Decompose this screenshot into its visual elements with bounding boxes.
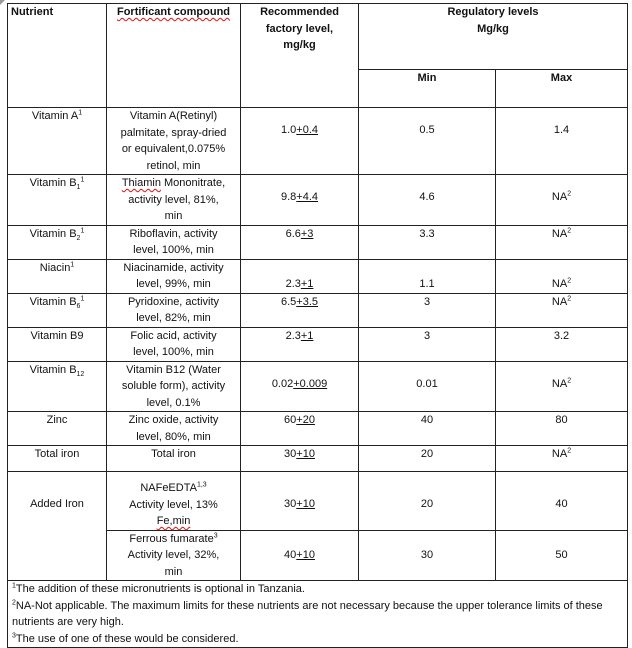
table-row (8, 446, 628, 472)
compound-line (110, 547, 237, 564)
nutrient-superscript: 1 (80, 226, 85, 234)
min-value: 0.5 (419, 124, 435, 136)
footnote-text: NA-Not applicable. The maximum limits for these nutrients are not necessary because the upper tolerance limits of these nutrients are very high. (12, 599, 603, 628)
level-value (244, 294, 355, 311)
total-iron-max-cell (496, 446, 628, 472)
vitamin-b9-min-cell (359, 327, 496, 361)
compound-line: or equivalent,0.075% (121, 143, 226, 155)
zinc-min-cell (359, 412, 496, 446)
vitamin-b6-compound-cell (107, 293, 241, 327)
max-text: 80 (555, 414, 568, 426)
max-text: NA (551, 448, 568, 460)
min-value: 4.6 (419, 191, 435, 203)
table-row (8, 361, 628, 412)
footnote (12, 631, 623, 648)
max-text: 1.4 (553, 124, 570, 136)
vitamin-a-min-cell (359, 108, 496, 175)
footnote-marker: 1 (12, 582, 16, 590)
min-value: 3.3 (419, 227, 435, 240)
max-value: 40 (555, 498, 568, 510)
nutrient-name: Added Iron (30, 498, 84, 510)
niacin-compound-cell (107, 259, 241, 293)
vitamin-b2-min-cell (359, 225, 496, 259)
footnote-marker: 3 (12, 631, 16, 639)
compound-superscript: 3 (213, 531, 218, 539)
compound-line: level, 100%, min (133, 346, 214, 358)
table-row (8, 293, 628, 327)
level-value (244, 189, 355, 206)
compound-line: level, 82%, min (136, 312, 211, 324)
vitamin-b6-nutrient-cell (8, 293, 107, 327)
niacin-min-cell (359, 259, 496, 293)
compound-line: level, 0.1% (146, 396, 201, 409)
compound-line (110, 564, 237, 581)
footnotes-cell (8, 581, 628, 648)
max-value (499, 376, 624, 393)
nutrient-superscript: 1 (80, 176, 85, 184)
level-value (244, 376, 355, 393)
table-row (8, 472, 628, 531)
max-superscript: 2 (567, 447, 572, 455)
max-text: NA (551, 191, 568, 203)
level-base: 2.3 (285, 329, 301, 342)
compound-line: level, 80%, min (136, 430, 211, 443)
nutrient-subscript: 2 (76, 234, 81, 242)
min-value: 20 (420, 448, 434, 460)
ferrous-compound-cell (107, 530, 241, 581)
compound-line: palmitate, spray-dried (120, 126, 227, 139)
vitamin-b9-nutrient-cell (8, 327, 107, 361)
max-value (499, 276, 624, 293)
level-base: 1.0 (280, 124, 297, 136)
zinc-max-cell (496, 412, 628, 446)
ferrous-max-cell (496, 530, 628, 581)
compound-line: Folic acid, activity (130, 329, 217, 342)
compound-text: Fe,min (156, 515, 191, 527)
level-deviation: +3.5 (296, 295, 318, 308)
vitamin-b12-level-cell (241, 361, 359, 412)
compound-text: Activity level, 32%, (127, 549, 220, 561)
level-value (244, 276, 355, 293)
level-value (244, 547, 355, 564)
compound-line: min (164, 210, 183, 222)
compound-line: level, 100%, min (133, 244, 214, 256)
compound-line: level, 99%, min (136, 278, 211, 290)
nutrient-name: Vitamin B (29, 177, 77, 189)
vitamin-b1-compound-cell (107, 175, 241, 226)
compound-word-squiggle: Thiamin (121, 177, 161, 189)
nafe-compound-cell (107, 472, 241, 531)
max-value (499, 412, 624, 429)
header-fortificant: Fortificant compound (107, 4, 241, 108)
compound-line: Niacinamide, activity (123, 261, 224, 274)
nutrient-name: Niacin (39, 261, 71, 274)
max-text: 3.2 (553, 329, 570, 342)
zinc-level-cell (241, 412, 359, 446)
compound-line: Pyridoxine, activity (127, 295, 220, 308)
compound-text: Ferrous fumarate (129, 532, 214, 545)
vitamin-a-nutrient-cell (8, 108, 107, 175)
table-row (8, 175, 628, 226)
vitamin-b12-max-cell (496, 361, 628, 412)
max-value (499, 189, 624, 206)
vitamin-b2-level-cell (241, 225, 359, 259)
vitamin-b12-nutrient-cell (8, 361, 107, 412)
footnote (12, 598, 623, 631)
compound-line (110, 480, 237, 497)
min-value: 40 (420, 414, 434, 426)
table-row (8, 259, 628, 293)
vitamin-b1-level-cell (241, 175, 359, 226)
footnote (12, 581, 623, 598)
max-value (499, 328, 624, 345)
corner-marker (0, 0, 5, 5)
nutrient-name: Total iron (34, 448, 80, 460)
vitamin-b6-max-cell (496, 293, 628, 327)
level-base: 60 (284, 414, 297, 426)
level-deviation: +3 (300, 227, 314, 240)
compound-text: NAFeEDTA (140, 482, 197, 494)
compound-line: Vitamin B12 (Water (126, 363, 221, 376)
header-regulatory: Regulatory levels Mg/kg (359, 4, 628, 70)
ferrous-min-cell (359, 530, 496, 581)
total-iron-compound-cell (107, 446, 241, 472)
max-superscript: 2 (567, 376, 572, 384)
max-text: NA (551, 277, 568, 290)
level-base: 30 (284, 448, 297, 460)
vitamin-b9-level-cell (241, 327, 359, 361)
level-deviation: +0.009 (293, 377, 328, 390)
nutrient-subscript: 1 (76, 184, 81, 192)
nutrient-name: Vitamin B (29, 227, 77, 240)
total-iron-level-cell (241, 446, 359, 472)
footnote-marker: 2 (12, 598, 16, 606)
vitamin-a-max-cell (496, 108, 628, 175)
level-value (244, 328, 355, 345)
min-value: 30 (420, 548, 434, 561)
level-value (244, 412, 355, 429)
table-row (8, 225, 628, 259)
vitamin-b1-min-cell (359, 175, 496, 226)
min-value: 1.1 (419, 277, 435, 290)
level-deviation: +20 (296, 414, 315, 426)
nafe-min-cell (359, 472, 496, 531)
nutrient-subscript: 6 (76, 302, 81, 310)
level-deviation: +0.4 (296, 124, 318, 136)
vitamin-b2-max-cell (496, 225, 628, 259)
level-base: 40 (284, 548, 297, 561)
compound-text: Activity level, 13% (129, 498, 218, 511)
nutrient-superscript: 1 (70, 260, 75, 268)
nutrient-name: Vitamin B (29, 363, 77, 376)
vitamin-b9-max-cell (496, 327, 628, 361)
max-text: NA (551, 377, 568, 390)
max-value (499, 294, 624, 311)
nutrient-name: Vitamin B (29, 295, 77, 308)
table-row (8, 108, 628, 175)
level-base: 0.02 (271, 377, 294, 390)
added-iron-nutrient-cell (8, 472, 107, 581)
vitamin-b9-compound-cell (107, 327, 241, 361)
compound-line: Zinc oxide, activity (128, 414, 219, 426)
vitamin-b1-nutrient-cell (8, 175, 107, 226)
vitamin-b2-compound-cell (107, 225, 241, 259)
footnotes-row (8, 581, 628, 648)
zinc-compound-cell (107, 412, 241, 446)
vitamin-b6-min-cell (359, 293, 496, 327)
compound-line (110, 497, 237, 514)
table-row (8, 327, 628, 361)
level-value (244, 226, 355, 243)
compound-text: min (164, 565, 183, 578)
max-value (499, 446, 624, 463)
total-iron-nutrient-cell (8, 446, 107, 472)
vitamin-a-level-cell (241, 108, 359, 175)
max-superscript: 2 (567, 294, 572, 302)
compound-line: Thiamin Mononitrate, (121, 177, 226, 189)
vitamin-b1-max-cell (496, 175, 628, 226)
max-value (499, 122, 624, 139)
header-recommended: Recommended factory level, mg/kg (241, 4, 359, 108)
ferrous-level-cell (241, 530, 359, 581)
level-deviation: +1 (300, 277, 314, 290)
max-text: NA (551, 227, 568, 240)
level-base: 9.8 (280, 191, 297, 203)
min-value: 3 (423, 329, 431, 342)
nutrient-superscript: 1 (80, 294, 85, 302)
niacin-max-cell (496, 259, 628, 293)
compound-line: activity level, 81%, (128, 193, 219, 206)
header-max: Max (496, 70, 628, 108)
vitamin-b2-nutrient-cell (8, 225, 107, 259)
max-superscript: 2 (567, 190, 572, 198)
level-value (244, 446, 355, 463)
level-base: 6.5 (280, 295, 297, 308)
level-deviation: +10 (296, 548, 315, 561)
header-nutrient: Nutrient (8, 4, 107, 108)
compound-line: soluble form), activity (121, 380, 226, 392)
nafe-max-cell (496, 472, 628, 531)
level-deviation: +10 (296, 498, 315, 510)
max-superscript: 2 (567, 276, 572, 284)
nutrient-name: Vitamin A (31, 110, 79, 122)
level-deviation: +10 (296, 448, 315, 460)
niacin-level-cell (241, 259, 359, 293)
level-deviation: +1 (300, 329, 314, 342)
vitamin-b6-level-cell (241, 293, 359, 327)
level-value (244, 122, 355, 139)
compound-line: Riboflavin, activity (129, 227, 218, 240)
min-value: 3 (423, 295, 431, 308)
zinc-nutrient-cell (8, 412, 107, 446)
header-row (8, 4, 628, 70)
max-value (499, 226, 624, 243)
level-deviation: +4.4 (296, 191, 318, 203)
niacin-nutrient-cell (8, 259, 107, 293)
header-min: Min (359, 70, 496, 108)
min-value: 0.01 (416, 377, 438, 390)
vitamin-a-compound-cell (107, 108, 241, 175)
max-text: NA (551, 295, 568, 308)
footnote-text: The addition of these micronutrients is optional in Tanzania. (15, 583, 305, 595)
nafe-level-cell (241, 472, 359, 531)
nutrient-subscript: 12 (76, 370, 85, 378)
vitamin-b12-compound-cell (107, 361, 241, 412)
table-row (8, 412, 628, 446)
compound-superscript: 1,3 (196, 481, 207, 489)
vitamin-b12-min-cell (359, 361, 496, 412)
level-value (244, 496, 355, 513)
total-iron-min-cell (359, 446, 496, 472)
footnote-text: The use of one of these would be considered. (15, 632, 239, 645)
level-base: 2.3 (285, 277, 301, 290)
compound-line: retinol, min (146, 159, 201, 172)
level-base: 30 (284, 498, 297, 510)
nutrient-superscript: 1 (78, 109, 83, 117)
nutrient-name: Zinc (46, 414, 68, 426)
nutrient-name: Vitamin B9 (30, 329, 84, 342)
compound-line (110, 531, 237, 548)
min-value: 20 (420, 498, 434, 510)
level-base: 6.6 (285, 227, 301, 240)
max-value: 50 (555, 548, 568, 561)
compound-line (110, 513, 237, 530)
fortification-table (7, 3, 628, 648)
max-superscript: 2 (567, 226, 572, 234)
compound-line: Vitamin A(Retinyl) (129, 110, 218, 122)
compound-line: Total iron (151, 448, 196, 460)
